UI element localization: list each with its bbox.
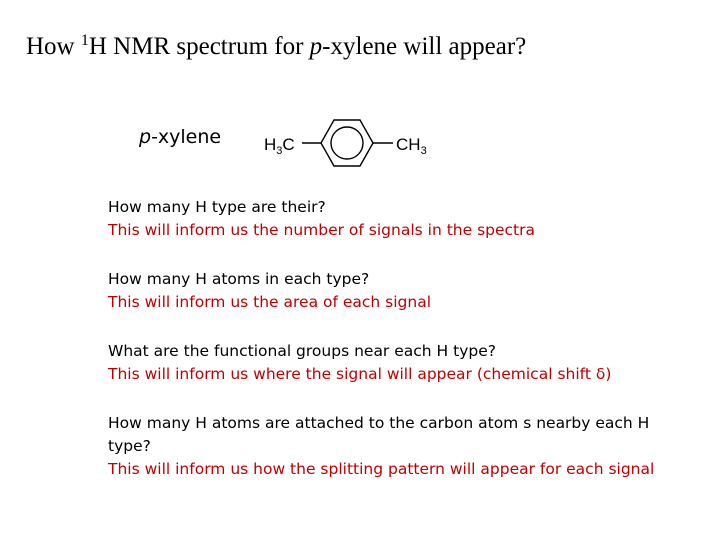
question-1: How many H type are their? xyxy=(108,198,326,216)
molecule-label-rest: -xylene xyxy=(151,126,222,148)
methyl-group-right: $CH_3$ xyxy=(396,135,427,157)
qa-block-2 xyxy=(108,268,688,314)
answer-2: This will inform us the area of each signal xyxy=(108,293,432,311)
qa-block-4 xyxy=(108,412,688,481)
title-prefix: How xyxy=(26,33,81,60)
aromatic-circle xyxy=(331,127,363,159)
methyl-group-left: $H_3C$ xyxy=(264,135,295,157)
p-xylene-structure xyxy=(258,110,448,175)
title-mid: H NMR spectrum for xyxy=(88,33,310,60)
question-2: How many H atoms in each type? xyxy=(108,270,370,288)
slide-title xyxy=(26,30,706,67)
molecule-label xyxy=(139,126,221,148)
title-superscript: 1 xyxy=(80,32,89,49)
answer-1: This will inform us the number of signals in the spectra xyxy=(108,221,535,239)
question-4: How many H atoms are attached to the carbon atom s nearby each H type? xyxy=(108,414,650,455)
molecule-label-italic: p xyxy=(139,126,152,148)
answer-3: This will inform us where the signal will appear (chemical shift δ) xyxy=(108,365,612,383)
title-italic: p xyxy=(309,33,323,60)
qa-block-3 xyxy=(108,340,688,386)
title-suffix: -xylene will appear? xyxy=(322,33,527,60)
qa-block-1 xyxy=(108,196,688,242)
answer-4: This will inform us how the splitting pattern will appear for each signal xyxy=(108,460,655,478)
question-3: What are the functional groups near each H type? xyxy=(108,342,496,360)
